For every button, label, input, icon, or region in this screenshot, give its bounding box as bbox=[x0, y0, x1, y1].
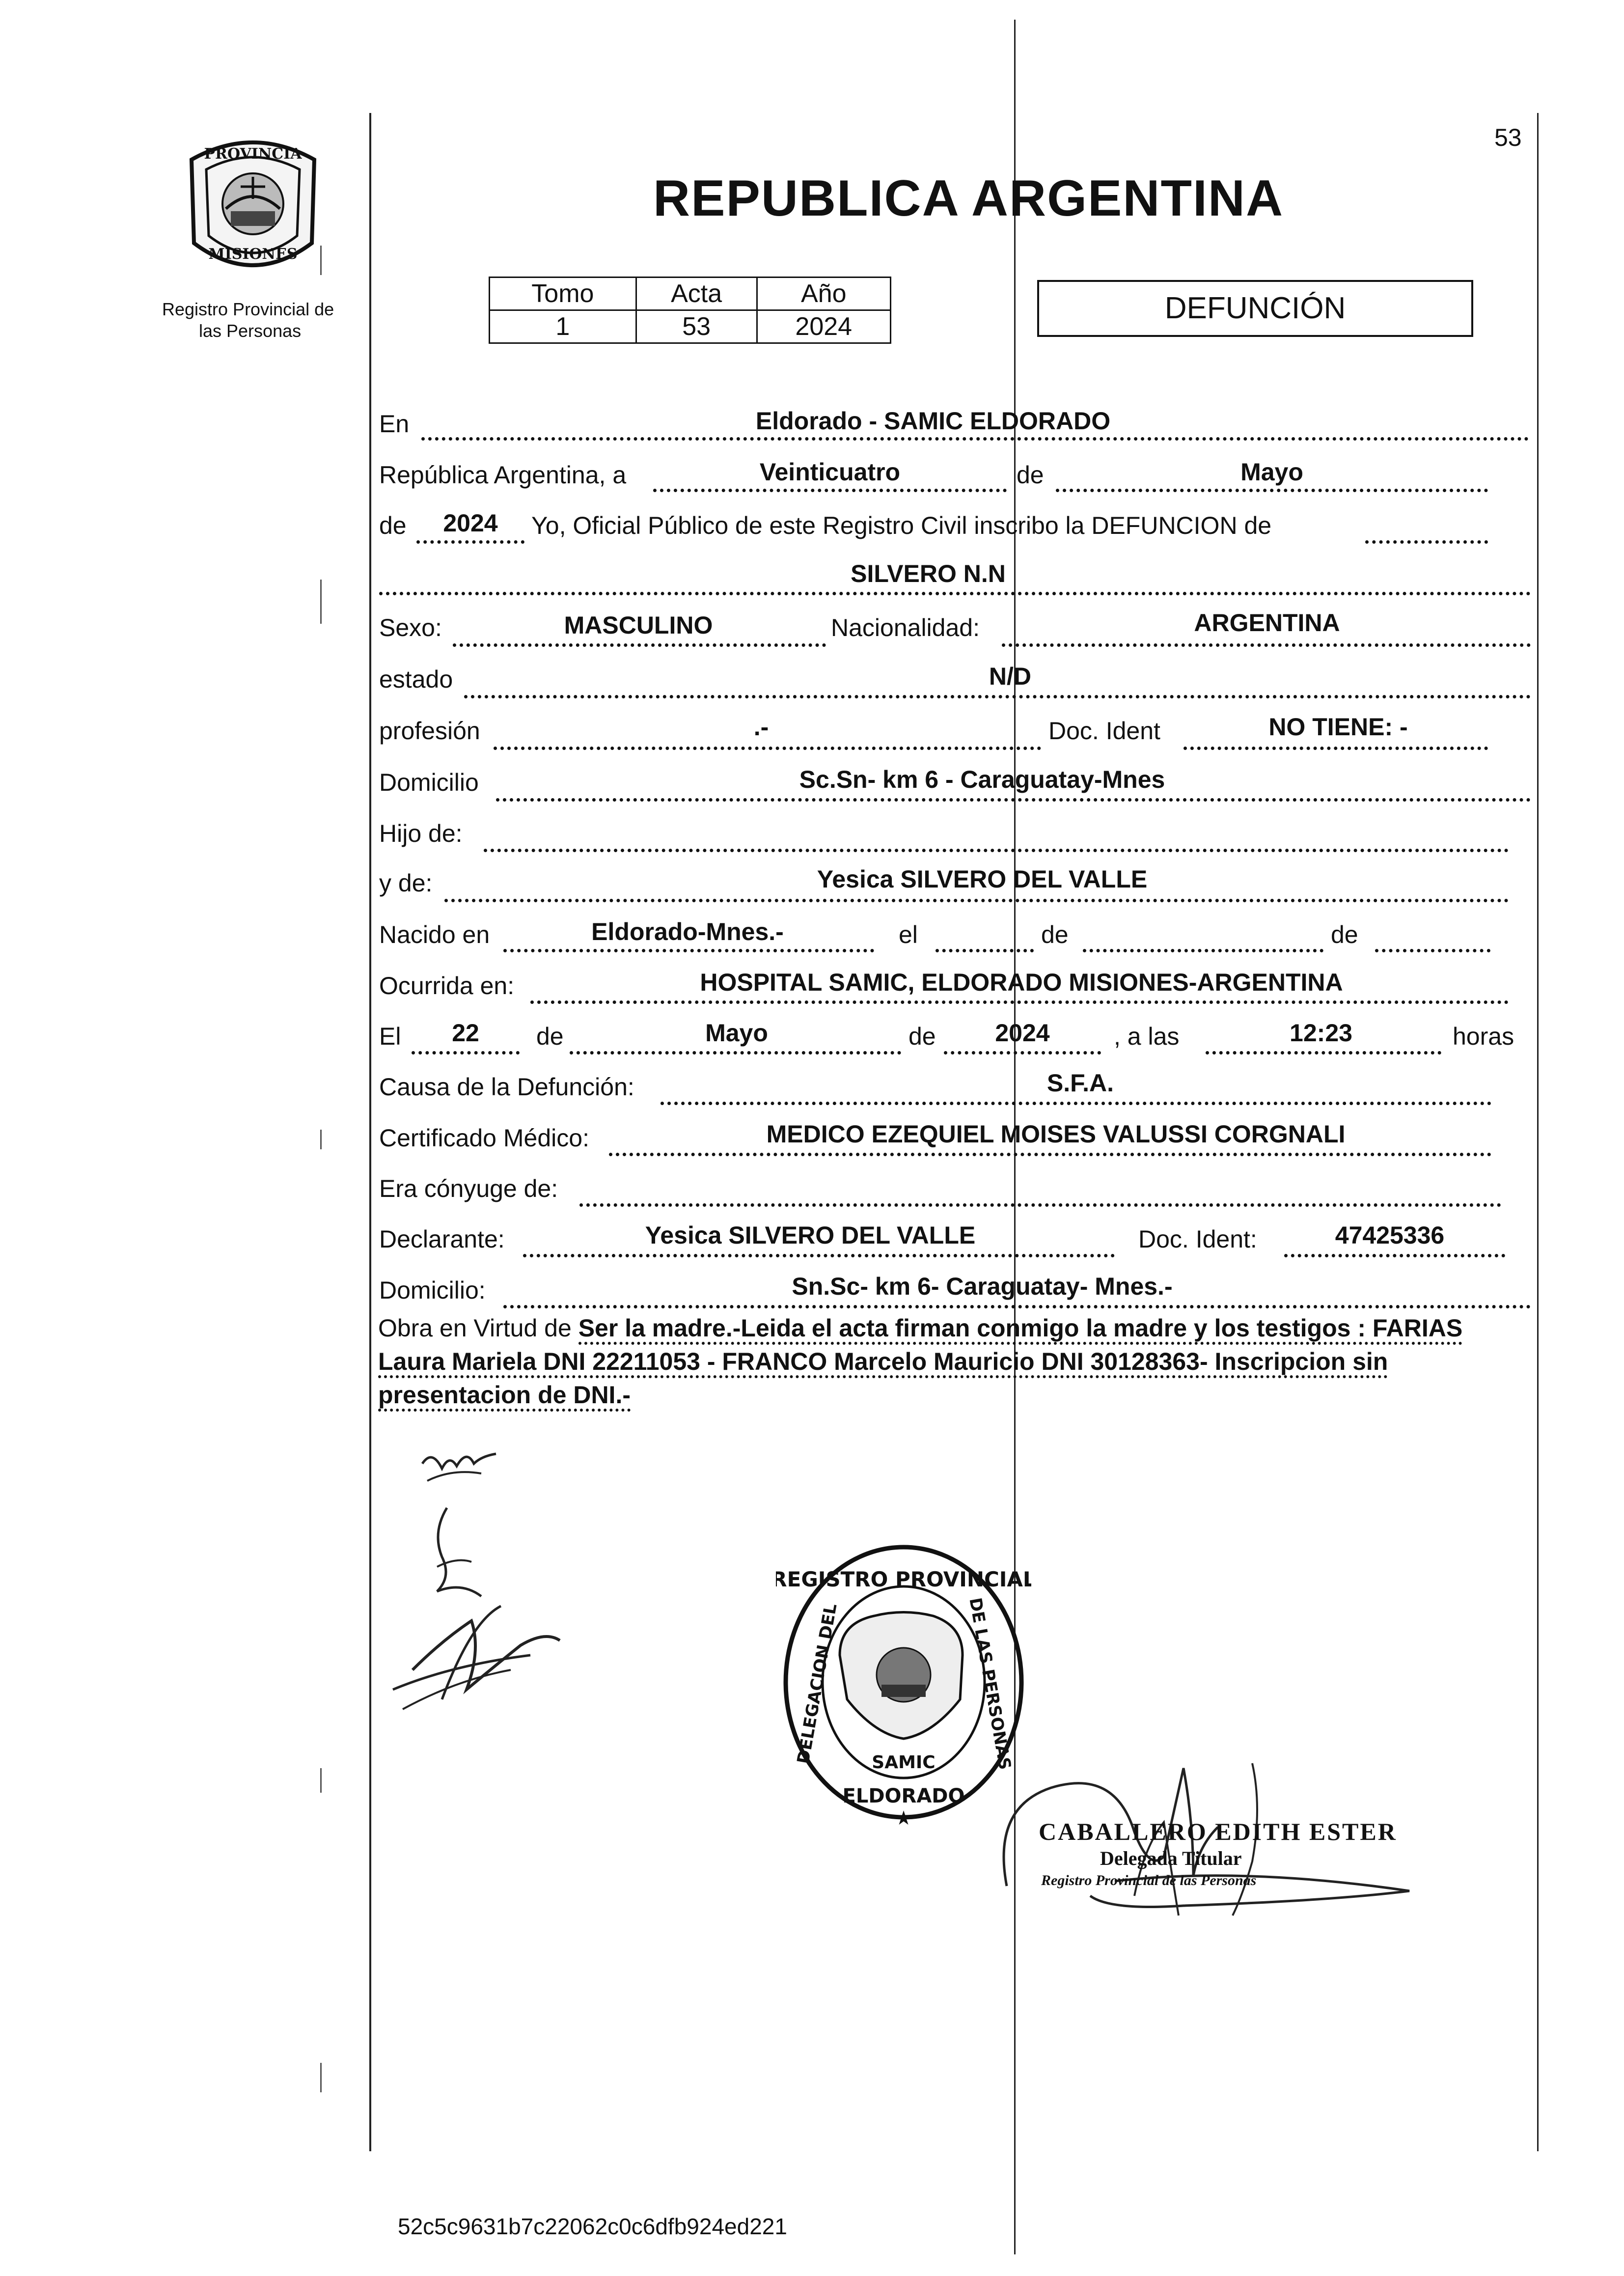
svg-text:DE LAS PERSONAS: DE LAS PERSONAS bbox=[965, 1596, 1015, 1772]
table-header-tomo: Tomo bbox=[490, 278, 636, 310]
day-words-value: Veinticuatro bbox=[759, 458, 901, 486]
estado-value: N/D bbox=[989, 663, 1031, 690]
death-de-label-1: de bbox=[536, 1023, 564, 1050]
sexo-label: Sexo: bbox=[379, 614, 442, 641]
svg-text:SAMIC: SAMIC bbox=[872, 1752, 936, 1773]
ocurrida-label: Ocurrida en: bbox=[379, 972, 515, 999]
document-title: REPUBLICA ARGENTINA bbox=[653, 170, 1284, 227]
y-de-label: y de: bbox=[379, 869, 433, 897]
de-label-3: de bbox=[1041, 921, 1069, 948]
domicilio-value: Sc.Sn- km 6 - Caraguatay-Mnes bbox=[799, 766, 1165, 793]
sexo-value: MASCULINO bbox=[564, 611, 713, 639]
profesion-label: profesión bbox=[379, 717, 480, 745]
el-label: el bbox=[899, 921, 918, 948]
certificado-label: Certificado Médico: bbox=[379, 1124, 589, 1152]
nacido-value: Eldorado-Mnes.- bbox=[591, 918, 784, 945]
causa-label: Causa de la Defunción: bbox=[379, 1073, 634, 1101]
inscribe-text: Yo, Oficial Público de este Registro Civil inscribo la DEFUNCION de bbox=[531, 512, 1272, 539]
nacido-label: Nacido en bbox=[379, 921, 490, 948]
death-de-label-2: de bbox=[908, 1023, 936, 1050]
declarante-domicilio-label: Domicilio: bbox=[379, 1277, 486, 1304]
nacionalidad-value: ARGENTINA bbox=[1194, 609, 1340, 637]
svg-text:ELDORADO: ELDORADO bbox=[842, 1785, 965, 1807]
table-value-acta: 53 bbox=[636, 310, 757, 343]
conyuge-label: Era cónyuge de: bbox=[379, 1175, 558, 1202]
witness-signatures bbox=[383, 1434, 579, 1758]
registry-name-line2: las Personas bbox=[199, 321, 302, 341]
place-value: Eldorado - SAMIC ELDORADO bbox=[755, 407, 1111, 435]
profesion-value: .- bbox=[753, 713, 769, 741]
deceased-name-value: SILVERO N.N bbox=[851, 560, 1006, 587]
hijo-label: Hijo de: bbox=[379, 820, 463, 847]
doc-ident-label: Doc. Ident bbox=[1048, 717, 1160, 745]
official-role-stamp: Delegada Titular bbox=[1100, 1847, 1242, 1869]
table-header-anio: Año bbox=[757, 278, 890, 310]
death-time-value: 12:23 bbox=[1290, 1019, 1352, 1047]
death-month-value: Mayo bbox=[705, 1019, 768, 1047]
declarante-domicilio-value: Sn.Sc- km 6- Caraguatay- Mnes.- bbox=[792, 1273, 1173, 1300]
province-seal bbox=[172, 130, 334, 282]
death-year-value: 2024 bbox=[995, 1019, 1050, 1047]
declarante-value: Yesica SILVERO DEL VALLE bbox=[645, 1221, 976, 1249]
causa-value: S.F.A. bbox=[1046, 1069, 1114, 1097]
left-margin-rule bbox=[369, 113, 371, 2151]
obra-paragraph bbox=[378, 1311, 1527, 1412]
domicilio-label: Domicilio bbox=[379, 769, 479, 796]
right-margin-rule bbox=[1537, 113, 1539, 2151]
month-value: Mayo bbox=[1240, 458, 1303, 486]
register-table bbox=[489, 277, 891, 344]
declarante-doc-value: 47425336 bbox=[1335, 1221, 1445, 1249]
table-header-acta: Acta bbox=[636, 278, 757, 310]
table-value-anio: 2024 bbox=[757, 310, 890, 343]
certificado-value: MEDICO EZEQUIEL MOISES VALUSSI CORGNALI bbox=[766, 1120, 1346, 1148]
svg-text:MISIONES: MISIONES bbox=[208, 246, 298, 263]
svg-text:★: ★ bbox=[895, 1807, 912, 1830]
declarante-doc-label: Doc. Ident: bbox=[1138, 1225, 1257, 1253]
official-name-stamp: CABALLERO EDITH ESTER bbox=[1039, 1818, 1397, 1845]
registry-name-line1: Registro Provincial de bbox=[162, 299, 334, 319]
de-label-4: de bbox=[1331, 921, 1358, 948]
svg-text:PROVINCIA: PROVINCIA bbox=[204, 145, 302, 163]
de-label-2: de bbox=[379, 512, 407, 539]
document-hash: 52c5c9631b7c22062c0c6dfb924ed221 bbox=[398, 2214, 787, 2239]
obra-text: Ser la madre.-Leida el acta firman conmigo la madre y los testigos : FARIAS Laura Mariela DNI 22211053 - FRANCO Marcelo Mauricio DNI 30128363- Inscripcion sin presentacion de DNI.- bbox=[378, 1314, 1462, 1412]
page-number: 53 bbox=[1494, 124, 1522, 151]
y-de-value: Yesica SILVERO DEL VALLE bbox=[817, 865, 1148, 893]
year-value: 2024 bbox=[443, 509, 498, 537]
declarante-label: Declarante: bbox=[379, 1225, 505, 1253]
act-type-box: DEFUNCIÓN bbox=[1037, 280, 1473, 337]
horas-label: horas bbox=[1453, 1023, 1514, 1050]
rep-label: República Argentina, a bbox=[379, 461, 627, 489]
de-label-1: de bbox=[1017, 461, 1044, 489]
official-office-stamp: Registro Provincial de las Personas bbox=[1041, 1872, 1257, 1888]
obra-label: Obra en Virtud de bbox=[378, 1314, 572, 1342]
svg-text:REGISTRO PROVINCIAL: REGISTRO PROVINCIAL bbox=[776, 1567, 1031, 1591]
en-label: En bbox=[379, 410, 410, 438]
death-el-label: El bbox=[379, 1023, 401, 1050]
estado-label: estado bbox=[379, 666, 453, 693]
doc-ident-value: NO TIENE: - bbox=[1268, 713, 1408, 741]
alas-label: , a las bbox=[1114, 1023, 1180, 1050]
table-value-tomo: 1 bbox=[490, 310, 636, 343]
svg-text:DELEGACION DEL: DELEGACION DEL bbox=[793, 1602, 841, 1766]
ocurrida-value: HOSPITAL SAMIC, ELDORADO MISIONES-ARGENTINA bbox=[700, 969, 1343, 996]
death-day-value: 22 bbox=[452, 1019, 479, 1047]
nacionalidad-label: Nacionalidad: bbox=[831, 614, 980, 641]
